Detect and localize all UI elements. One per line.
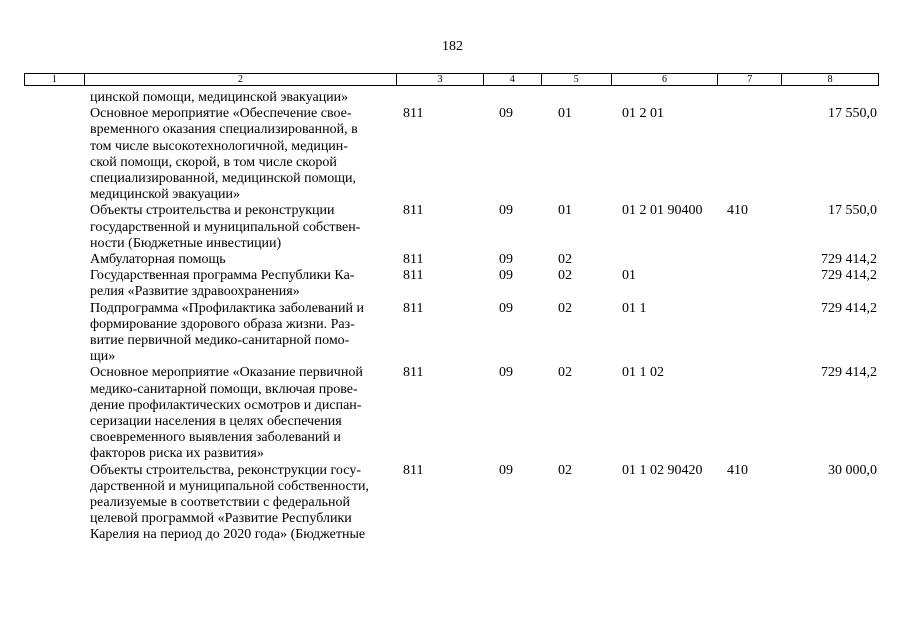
row-name: Объекты строительства, реконструкции госу- дарственной и муниципальной собственности, реализуемые в соответствии с федеральной целевой программой «Развитие Республики Карелия на период до 2020 года» (Бюджетные — [90, 462, 369, 543]
row-section-code: 09 — [499, 300, 513, 316]
table-row — [24, 268, 879, 300]
row-target-article: 01 — [622, 268, 636, 284]
row-ministry-code: 811 — [403, 106, 424, 122]
row-amount — [783, 90, 879, 106]
table-row — [24, 463, 879, 544]
row-target-article: 01 1 02 90420 — [622, 462, 703, 478]
row-target-article: 01 2 01 90400 — [622, 203, 703, 219]
header-col-1: 1 — [25, 74, 85, 85]
table-row — [24, 365, 879, 462]
row-section-code: 09 — [499, 462, 513, 478]
row-amount: 729 414,2 — [821, 252, 877, 268]
header-col-6: 6 — [612, 74, 719, 85]
row-ministry-code: 811 — [403, 268, 424, 284]
row-subsection-code: 02 — [558, 365, 572, 381]
row-ministry-code: 811 — [403, 365, 424, 381]
row-subsection-code: 02 — [558, 268, 572, 284]
row-ministry-code: 811 — [403, 252, 424, 268]
table-body — [24, 90, 879, 544]
row-section-code: 09 — [499, 252, 513, 268]
row-expense-type — [719, 365, 783, 462]
row-expense-type — [719, 301, 783, 366]
row-name: Государственная программа Республики Ка- релия «Развитие здравоохранения» — [90, 268, 355, 300]
row-target-article: 01 1 — [622, 300, 647, 316]
row-subsection-code: 01 — [558, 106, 572, 122]
row-section-code: 09 — [499, 203, 513, 219]
header-col-2: 2 — [85, 74, 397, 85]
row-ministry-code — [397, 90, 484, 106]
table-row — [24, 106, 879, 203]
row-expense-type — [719, 90, 783, 106]
header-col-5: 5 — [542, 74, 612, 85]
row-amount: 17 550,0 — [828, 203, 877, 219]
row-amount: 17 550,0 — [828, 106, 877, 122]
row-expense-type — [719, 106, 783, 203]
row-section-code: 09 — [499, 106, 513, 122]
row-amount: 729 414,2 — [821, 365, 877, 381]
row-target-article: 01 1 02 — [622, 365, 664, 381]
header-col-3: 3 — [397, 74, 484, 85]
row-subsection-code: 01 — [558, 203, 572, 219]
table-row — [24, 90, 879, 106]
row-subsection-code: 02 — [558, 252, 572, 268]
row-name: Основное мероприятие «Обеспечение свое- временного оказания специализированной, в том числе высокотехнологичной, медицин- ской помощи, скорой, в том числе скорой специализированной, медицинской помощи, медицинской эвакуации» — [90, 106, 358, 203]
row-expense-type — [719, 268, 783, 300]
page-number: 182 — [442, 39, 463, 54]
row-amount: 729 414,2 — [821, 268, 877, 284]
table-row — [24, 301, 879, 366]
row-subsection-code: 02 — [558, 462, 572, 478]
row-section-code: 09 — [499, 268, 513, 284]
row-expense-type: 410 — [727, 203, 748, 219]
row-section-code — [484, 90, 542, 106]
header-col-4: 4 — [484, 74, 542, 85]
row-target-article — [612, 90, 719, 106]
row-subsection-code — [542, 90, 612, 106]
row-target-article — [612, 252, 719, 268]
row-ministry-code: 811 — [403, 203, 424, 219]
row-section-code: 09 — [499, 365, 513, 381]
row-expense-type — [719, 252, 783, 268]
table-row — [24, 252, 879, 268]
row-amount: 729 414,2 — [821, 300, 877, 316]
row-name: Подпрограмма «Профилактика заболеваний и формирование здорового образа жизни. Раз- витие первичной медико-санитарной помо- щи» — [90, 300, 365, 365]
row-expense-type: 410 — [727, 462, 748, 478]
row-name: Амбулаторная помощь — [90, 252, 226, 268]
row-ministry-code: 811 — [403, 462, 424, 478]
table-row — [24, 203, 879, 252]
row-name: цинской помощи, медицинской эвакуации» — [90, 90, 349, 105]
row-ministry-code: 811 — [403, 300, 424, 316]
row-amount: 30 000,0 — [828, 462, 877, 478]
table-header-row — [24, 73, 879, 86]
row-name: Объекты строительства и реконструкции государственной и муниципальной собствен- ности (Бюджетные инвестиции) — [90, 203, 361, 251]
header-col-8: 8 — [827, 74, 833, 85]
row-subsection-code: 02 — [558, 300, 572, 316]
row-name: Основное мероприятие «Оказание первичной медико-санитарной помощи, включая прове- дение профилактических осмотров и диспан- серизации населения в целях обеспечения своевременного выявления заболеваний и факторов риска их развития» — [90, 365, 363, 462]
header-col-7: 7 — [718, 74, 782, 85]
row-target-article: 01 2 01 — [622, 106, 664, 122]
